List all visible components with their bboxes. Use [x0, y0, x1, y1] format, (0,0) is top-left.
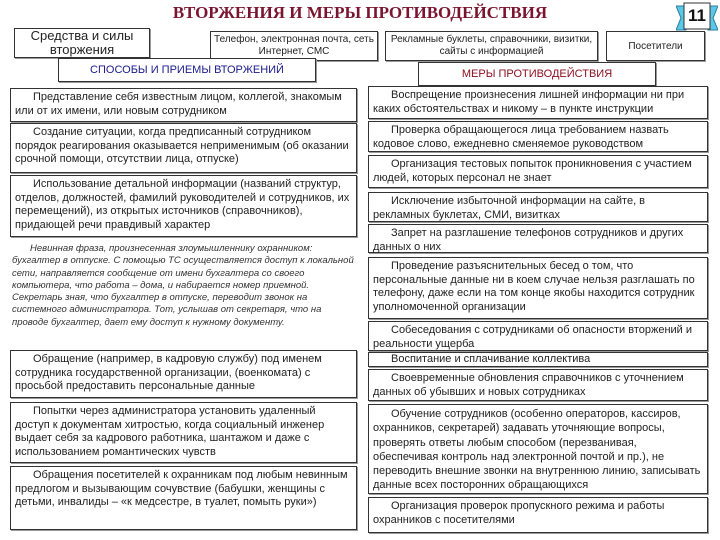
method-item: Создание ситуации, когда предписанный сотрудником порядок реагирования оказывается неприменимым (об оказании срочной помощи, отсутствии лица, отпуске) — [10, 123, 357, 173]
measure-item: Организация тестовых попыток проникновения с участием людей, которых персонал не знает — [368, 155, 708, 188]
measure-item: Организация проверок пропускного режима и работы охранников с посетителями — [368, 497, 708, 533]
measure-item: Исключение избыточной информации на сайте, в рекламных буклетах, СМИ, визитках — [368, 192, 708, 222]
measure-item: Своевременные обновления справочников с уточнением данных об убывших и новых сотрудниках — [368, 369, 708, 401]
means-box: Средства и силы вторжения — [14, 28, 150, 58]
method-item: Использование детальной информации (названий структур, отделов, должностей, фамилий руководителей и сотрудников, их перемещений), из открытых источников (справочников), придающей речи правдивый характер — [10, 175, 357, 237]
phone-box: Телефон, электронная почта, сеть Интернет, СМС — [210, 31, 378, 61]
measures-heading: МЕРЫ ПРОТИВОДЕЙСТВИЯ — [418, 62, 656, 86]
measure-item: Воспрещение произнесения лишней информации ни при каких обстоятельствах и никому – в пункте инструкции — [368, 86, 708, 119]
visitors-box: Посетители — [606, 31, 705, 61]
example-text: Невинная фраза, произнесенная злоумышленнику охранником: бухгалтер в отпуске. С помощью ТС осуществляется доступ к локальной сети, направляется сообщение от имени бухгалтера со своего компьютера, что работа – дома, и набирается номер приемной. Секретарь зная, что бухгалтер в отпуске, переводит звонок на системного администратора. Тот, услышав от секретаря, что на проводе бухгалтер, дает ему доступ к нужному документу. — [12, 243, 354, 328]
page-number: 11 — [688, 6, 706, 25]
measure-item: Запрет на разглашение телефонов сотрудников и других данных о них — [368, 224, 708, 253]
method-item: Представление себя известным лицом, коллегой, знакомым или от их имени, или новым сотрудником — [10, 88, 357, 122]
method-item: Обращение (например, в кадровую службу) под именем сотрудника государственной организации, (военкомата) с просьбой предоставить персональные данные — [10, 350, 357, 398]
page-number-badge — [676, 2, 718, 32]
measure-item: Собеседования с сотрудниками об опасности вторжений и реальности ущерба — [368, 321, 708, 351]
booklets-box: Рекламные буклеты, справочники, визитки, сайты с информацией — [385, 31, 598, 61]
method-item: Попытки через администратора установить удаленный доступ к документам хитростью, когда социальный инженер выдает себя за кадрового работника, шантажом и даже с использованием романтических чувств — [10, 402, 357, 463]
measure-item: Обучение сотрудников (особенно операторов, кассиров, охранников, секретарей) задавать уточняющие вопросы, проверять ответы любым способом (перезванивая, обеспечивая контроль над электронной почтой и пр.), не переводить внешние звонки на внутреннюю линию, записывать данные всех посторонних обращающихся — [368, 404, 708, 494]
methods-heading: СПОСОБЫ И ПРИЕМЫ ВТОРЖЕНИЙ — [58, 58, 316, 82]
measure-item: Проверка обращающегося лица требованием назвать кодовое слово, ежедневно сменяемое руководством — [368, 121, 708, 152]
page-title: ВТОРЖЕНИЯ И МЕРЫ ПРОТИВОДЕЙСТВИЯ — [172, 3, 548, 22]
method-item: Обращения посетителей к охранникам под любым невинным предлогом и вызывающим сочувствие (бабушки, женщины с детьми, инвалиды – «к медсестре, в туалет, помыть руки») — [10, 466, 357, 530]
measure-item: Воспитание и сплачивание коллектива — [368, 352, 708, 367]
measure-item: Проведение разъяснительных бесед о том, что персональные данные ни в коем случае нельзя разглашать по телефону, даже если на том конце якобы находится сотрудник уполномоченной организации — [368, 257, 708, 319]
